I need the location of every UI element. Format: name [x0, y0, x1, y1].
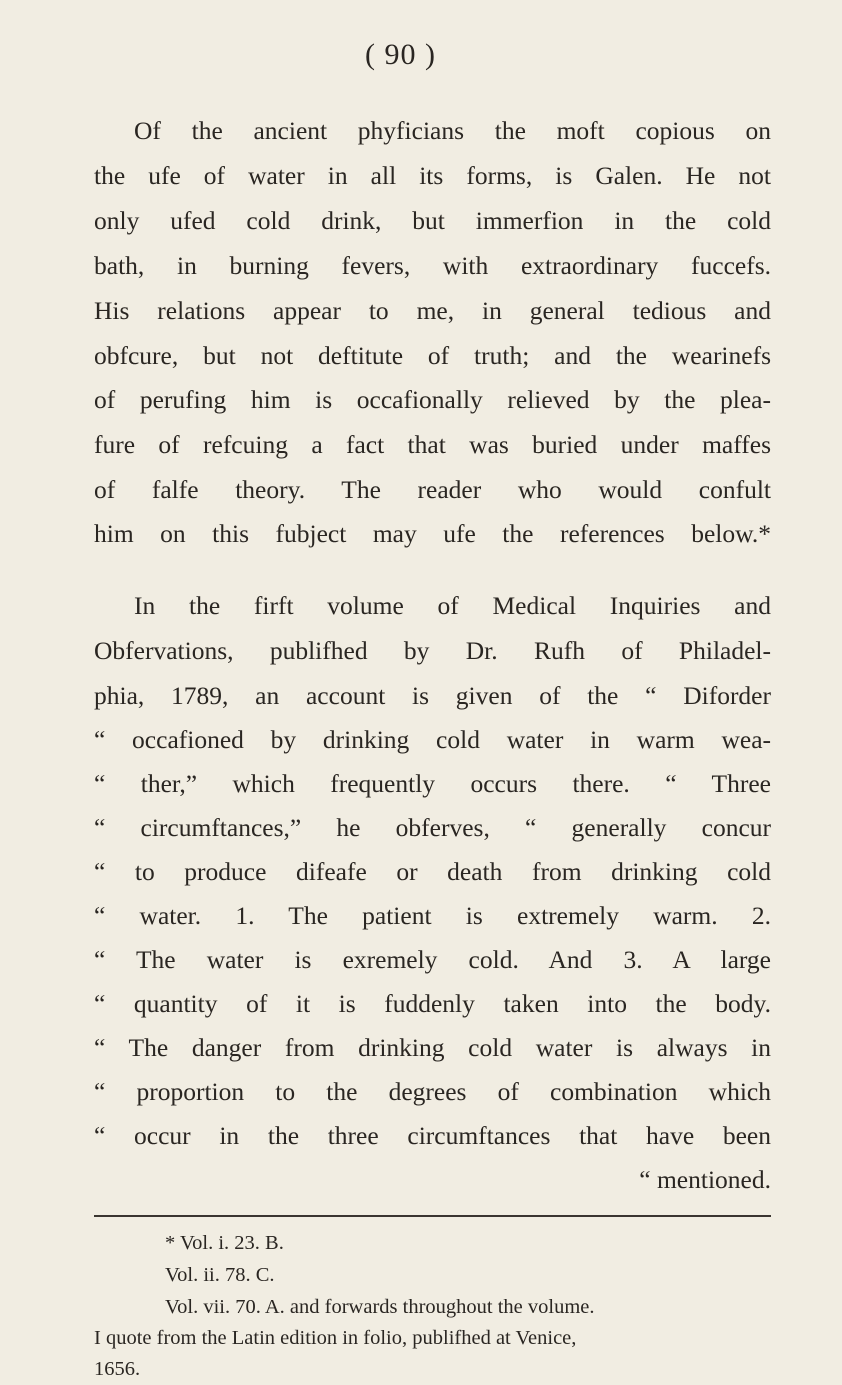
footnote-line: * Vol. i. 23. B.	[165, 1232, 284, 1254]
text-line: “ ther,” which frequently occurs there. “ Three	[94, 769, 771, 798]
text-line: bath, in burning fevers, with extraordinary fuccefs.	[94, 251, 771, 280]
text-line: “ occafioned by drinking cold water in warm wea-	[94, 725, 771, 754]
text-line: fure of refcuing a fact that was buried under maffes	[94, 430, 771, 459]
text-line: the ufe of water in all its forms, is Galen. He not	[94, 161, 771, 190]
text-line: “ to produce difeafe or death from drinking cold	[94, 857, 771, 886]
text-line: Obfervations, publifhed by Dr. Rufh of Philadel-	[94, 636, 771, 665]
footnote-line: Vol. ii. 78. C.	[165, 1264, 275, 1286]
text-line: “ circumftances,” he obferves, “ generally concur	[94, 813, 771, 842]
text-line: of perufing him is occafionally relieved by the plea-	[94, 385, 771, 414]
text-line: “ The water is exremely cold. And 3. A large	[94, 945, 771, 974]
text-line: of falfe theory. The reader who would confult	[94, 475, 771, 504]
text-line: “ water. 1. The patient is extremely warm. 2.	[94, 901, 771, 930]
text-line: “ quantity of it is fuddenly taken into the body.	[94, 989, 771, 1018]
text-line: “ occur in the three circumftances that have been	[94, 1121, 771, 1150]
text-line: His relations appear to me, in general tedious and	[94, 296, 771, 325]
text-line: him on this fubject may ufe the references below.*	[94, 519, 771, 548]
text-line: Of the ancient phyficians the moft copious on	[134, 116, 771, 145]
footnote-line: 1656.	[94, 1358, 141, 1380]
text-line: phia, 1789, an account is given of the “ Diforder	[94, 681, 771, 710]
footnote-line: Vol. vii. 70. A. and forwards throughout the volume.	[165, 1296, 595, 1318]
text-line: only ufed cold drink, but immerfion in the cold	[94, 206, 771, 235]
text-line: In the firft volume of Medical Inquiries and	[134, 591, 771, 620]
text-line: “ The danger from drinking cold water is always in	[94, 1033, 771, 1062]
text-line: “ mentioned.	[639, 1165, 771, 1194]
page-number: ( 90 )	[365, 38, 436, 71]
footnote-line: I quote from the Latin edition in folio, publifhed at Venice,	[94, 1327, 577, 1349]
text-line: obfcure, but not deftitute of truth; and the wearinefs	[94, 341, 771, 370]
text-line: “ proportion to the degrees of combination which	[94, 1077, 771, 1106]
footnote-rule	[94, 1215, 771, 1217]
